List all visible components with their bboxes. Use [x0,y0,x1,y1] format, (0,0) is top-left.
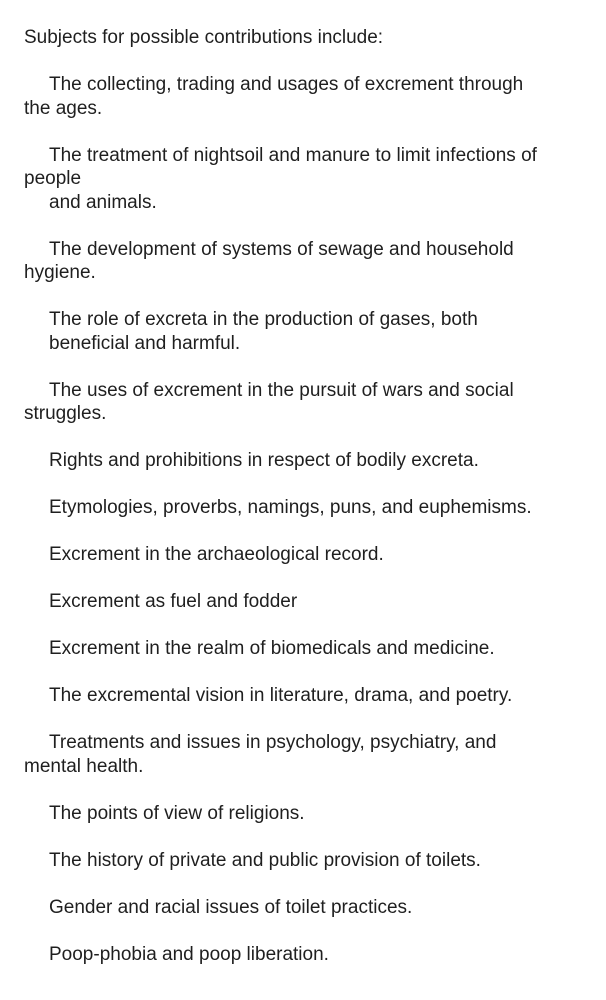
subject-item [24,144,586,215]
subject-item [24,731,586,778]
subject-item [24,379,586,426]
subject-item [24,590,586,614]
subject-item-line: Poop-phobia and poop liberation. [49,943,329,965]
subject-item-line: struggles. [24,403,107,424]
subject-item [24,943,586,967]
subject-item-line: mental health. [24,755,144,777]
subject-item [24,684,586,708]
subject-item [24,449,586,473]
subject-item [24,896,586,920]
subject-item-line: Excrement in the archaeological record. [49,544,384,565]
subject-item-line: The uses of excrement in the pursuit of wars and social [49,379,514,401]
subject-item-line: Treatments and issues in psychology, psychiatry, and [49,732,497,753]
subject-item-line: the ages. [24,97,103,119]
subject-item [24,849,586,873]
subject-item-line: Etymologies, proverbs, namings, puns, and euphemisms. [49,497,532,518]
subject-item-line: The role of excreta in the production of gases, both [49,309,478,330]
subject-item-line: Gender and racial issues of toilet practices. [49,896,413,918]
subject-item-line: The development of systems of sewage and household [49,238,514,260]
subject-item-line: The excremental vision in literature, drama, and poetry. [49,685,513,706]
subject-item [24,496,586,520]
subject-item-line: beneficial and harmful. [49,332,241,354]
subject-item [24,802,586,826]
subject-item-line: Excrement as fuel and fodder [49,591,298,612]
subject-item [24,637,586,661]
subject-item-line: The treatment of nightsoil and manure to limit infections of [49,144,537,166]
subject-item [24,308,586,355]
subject-item-line: people [24,168,82,189]
subject-list [24,73,586,966]
subject-item-line: Rights and prohibitions in respect of bodily excreta. [49,450,479,471]
subject-item-line: The history of private and public provision of toilets. [49,849,481,871]
subject-item [24,543,586,567]
subject-item [24,238,586,285]
subject-item [24,73,586,120]
intro-text: Subjects for possible contributions include: [24,27,384,48]
subject-item-line: and animals. [49,191,157,213]
subject-item-line: hygiene. [24,262,96,283]
subject-item-line: The collecting, trading and usages of excrement through [49,74,524,95]
subject-item-line: Excrement in the realm of biomedicals and medicine. [49,638,495,659]
subject-item-line: The points of view of religions. [49,802,305,824]
